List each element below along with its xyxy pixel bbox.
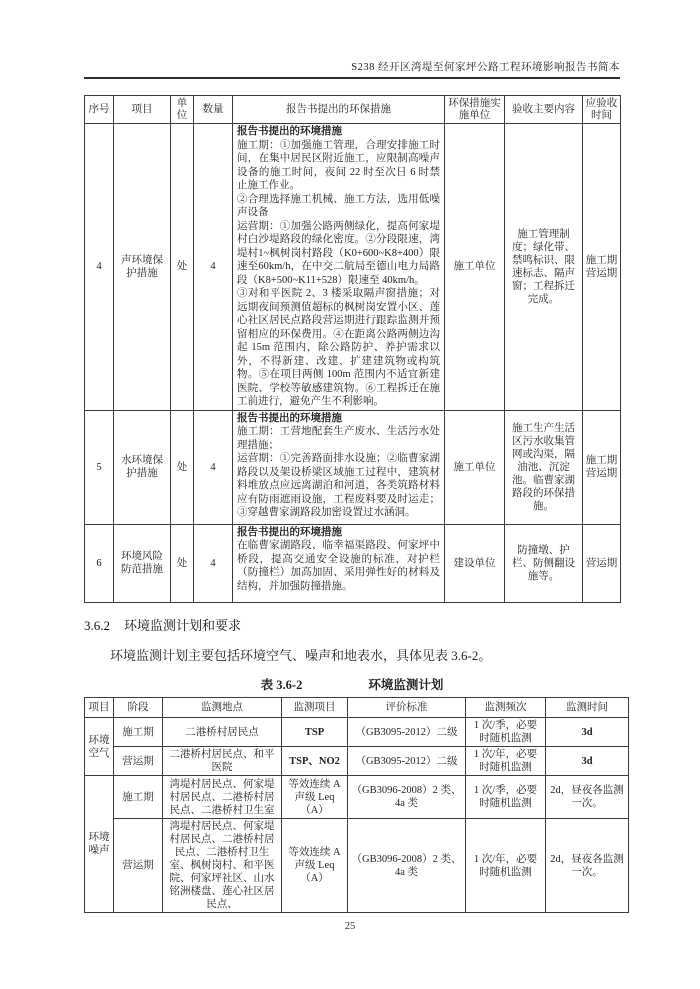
seq-cell: 4 xyxy=(85,124,114,411)
duration-cell: 2d，昼夜各监测一次。 xyxy=(546,819,629,913)
measures-cell xyxy=(233,124,445,411)
measures-paragraph: ③对和平医院 2、3 楼采取隔声窗措施；对远期夜间预测值超标的枫树岗安置小区、莲心社区居民点路段营运期进行跟踪监测并预留相应的环保费用。④在距离公路两侧边沟起 15m 范围内，除公路防护、养护需求以外，不得新建、改建、扩建建筑物或构筑物。⑤在项目两侧 100m 范围内不适宜新建医院、学校等敏感建筑物。⑥工程拆迁在施工前进行，避免产生不利影响。 xyxy=(237,288,440,407)
column-header-monitor-item: 监测项目 xyxy=(282,698,348,718)
location-cell: 二港桥村居民点、和平医院 xyxy=(163,747,282,776)
time-cell xyxy=(583,124,621,411)
column-header-seq: 序号 xyxy=(85,96,114,124)
column-header-standard: 评价标准 xyxy=(348,698,466,718)
implementer-cell: 建设单位 xyxy=(445,524,505,602)
standard-cell: （GB3095-2012）二级 xyxy=(348,747,466,776)
qty-cell: 4 xyxy=(194,410,233,524)
column-header-location: 监测地点 xyxy=(163,698,282,718)
duration-cell: 3d xyxy=(546,747,629,776)
implementer-cell: 施工单位 xyxy=(445,124,505,411)
measures-row-4 xyxy=(85,124,621,411)
frequency-cell: 1 次/季，必要时随机监测 xyxy=(466,718,546,747)
column-header-item: 项目 xyxy=(114,96,171,124)
time-line: 营运期 xyxy=(585,557,618,569)
item-cell: 环境风险防范措施 xyxy=(114,524,171,602)
column-header-stage: 阶段 xyxy=(114,698,163,718)
qty-cell: 4 xyxy=(194,524,233,602)
qty-cell: 4 xyxy=(194,124,233,411)
measures-paragraph: 在临曹家湖路段、临幸福渠路段、何家坪中桥段，提高交通安全设施的标准，对护栏（防撞栏）加高加固、采用弹性好的材料及结构，并加强防撞措施。 xyxy=(237,540,440,592)
column-header-category: 项目 xyxy=(85,698,114,718)
column-header-frequency: 监测频次 xyxy=(466,698,546,718)
monitor-item-cell: 等效连续 A 声级 Leq（A） xyxy=(282,776,348,819)
measures-row-5 xyxy=(85,410,621,524)
measures-paragraph: 施工期：①加强施工管理，合理安排施工时间，在集中居民区附近施工，应限制高噪声设备的施工时间，夜间 22 时至次日 6 时禁止施工作业。 xyxy=(237,139,440,191)
time-line: 施工期 xyxy=(585,455,618,466)
caption-title: 环境监测计划 xyxy=(368,678,444,692)
time-cell xyxy=(583,410,621,524)
stage-cell: 施工期 xyxy=(114,718,163,747)
category-cell: 环境噪声 xyxy=(85,776,114,913)
column-header-time: 应验收时间 xyxy=(583,96,621,124)
frequency-cell: 1 次/季，必要时随机监测 xyxy=(466,776,546,819)
column-header-implementer: 环保措施实施单位 xyxy=(445,96,505,124)
seq-cell: 6 xyxy=(85,524,114,602)
item-cell: 水环境保护措施 xyxy=(114,410,171,524)
monitoring-table xyxy=(84,697,629,913)
measures-title: 报告书提出的环境措施 xyxy=(237,126,342,137)
measures-paragraph: 运营期：①加强公路两侧绿化，提高何家堤村白沙堤路段的绿化密度。②分段限速，湾堤村1~枫树岗村路段（K0+600~K8+400）限速至60km/h，在中交二航局至德山电力局路段（K8+500~K11+528）限速至 40km/h。 xyxy=(237,220,440,286)
measures-cell xyxy=(233,524,445,602)
location-cell: 二港桥村居民点 xyxy=(163,718,282,747)
caption-label: 表 3.6-2 xyxy=(260,678,303,692)
monitor-item-cell: TSP、NO2 xyxy=(282,747,348,776)
column-header-unit: 单位 xyxy=(171,96,194,124)
section-heading xyxy=(84,615,620,634)
acceptance-cell: 施工管理制度；绿化带、禁鸣标识、限速标志、隔声窗；工程拆迁完成。 xyxy=(505,124,583,411)
measures-paragraph: 施工期：工营地配套生产废水、生活污水处理措施； xyxy=(237,426,440,451)
column-header-qty: 数量 xyxy=(194,96,233,124)
monitor-item-cell: 等效连续 A 声级 Leq（A） xyxy=(282,819,348,913)
standard-cell: （GB3096-2008）2 类、4a 类 xyxy=(348,819,466,913)
frequency-cell: 1 次/年，必要时随机监测 xyxy=(466,747,546,776)
section-title: 环境监测计划和要求 xyxy=(124,618,242,633)
monitoring-row-air-construction xyxy=(85,718,629,747)
monitor-item-cell: TSP xyxy=(282,718,348,747)
stage-cell: 营运期 xyxy=(114,819,163,913)
unit-cell: 处 xyxy=(171,124,194,411)
location-cell: 湾堤村居民点、何家堤村居民点、二港桥村居民点、二港桥村卫生室、枫树岗村、和平医院、何家坪社区、山水铭洲楼盘、莲心社区居民点、 xyxy=(163,819,282,913)
standard-cell: （GB3095-2012）二级 xyxy=(348,718,466,747)
stage-cell: 施工期 xyxy=(114,776,163,819)
measures-row-6 xyxy=(85,524,621,602)
monitoring-row-noise-operation xyxy=(85,819,629,913)
item-cell: 声环境保护措施 xyxy=(114,124,171,411)
doc-header-title: S238 经开区湾堤至何家坪公路工程环境影响报告书简本 xyxy=(351,62,620,73)
table-header-row xyxy=(85,698,629,718)
ep-measures-table xyxy=(84,95,621,603)
monitoring-row-air-operation xyxy=(85,747,629,776)
page-number: 25 xyxy=(344,921,356,932)
duration-cell: 3d xyxy=(546,718,629,747)
acceptance-cell: 施工生产生活区污水收集管网或沟渠，隔油池、沉淀池。临曹家湖路段的环保措施。 xyxy=(505,410,583,524)
measures-title: 报告书提出的环境措施 xyxy=(237,412,342,424)
table-header-row xyxy=(85,96,621,124)
column-header-acceptance: 验收主要内容 xyxy=(505,96,583,124)
stage-cell: 营运期 xyxy=(114,747,163,776)
unit-cell: 处 xyxy=(171,524,194,602)
frequency-cell: 1 次/年，必要时随机监测 xyxy=(466,819,546,913)
standard-cell: （GB3096-2008）2 类、4a 类 xyxy=(348,776,466,819)
monitoring-row-noise-construction xyxy=(85,776,629,819)
table-caption xyxy=(84,675,620,693)
measures-cell xyxy=(233,410,445,524)
measures-paragraph: 运营期：①完善路面排水设施；②临曹家湖路段以及架设桥梁区域施工过程中，建筑材料堆放点应远离湖泊和河道，各类筑路材料应有防雨遮雨设施，工程废料要及时运走；③穿越曹家湖路段加密设置过水涵洞。 xyxy=(237,453,440,518)
column-header-measures: 报告书提出的环保措施 xyxy=(233,96,445,124)
implementer-cell: 施工单位 xyxy=(445,410,505,524)
duration-cell: 2d，昼夜各监测一次。 xyxy=(546,776,629,819)
column-header-duration: 监测时间 xyxy=(546,698,629,718)
time-cell xyxy=(583,524,621,602)
measures-title: 报告书提出的环境措施 xyxy=(237,526,342,538)
time-line: 施工期 xyxy=(585,254,618,266)
intro-paragraph: 环境监测计划主要包括环境空气、噪声和地表水，具体见表 3.6-2。 xyxy=(110,648,492,663)
measures-paragraph: ②合理选择施工机械、施工方法，选用低噪声设备 xyxy=(237,193,440,218)
section-number: 3.6.2 xyxy=(84,618,110,633)
header-rule xyxy=(84,77,620,79)
time-line: 营运期 xyxy=(585,468,618,479)
category-cell: 环境空气 xyxy=(85,718,114,776)
unit-cell: 处 xyxy=(171,410,194,524)
time-line: 营运期 xyxy=(585,267,618,279)
location-cell: 湾堤村居民点、何家堤村居民点、二港桥村居民点、二港桥村卫生室 xyxy=(163,776,282,819)
seq-cell: 5 xyxy=(85,410,114,524)
acceptance-cell: 防撞墩、护栏、防侧翻设施等。 xyxy=(505,524,583,602)
